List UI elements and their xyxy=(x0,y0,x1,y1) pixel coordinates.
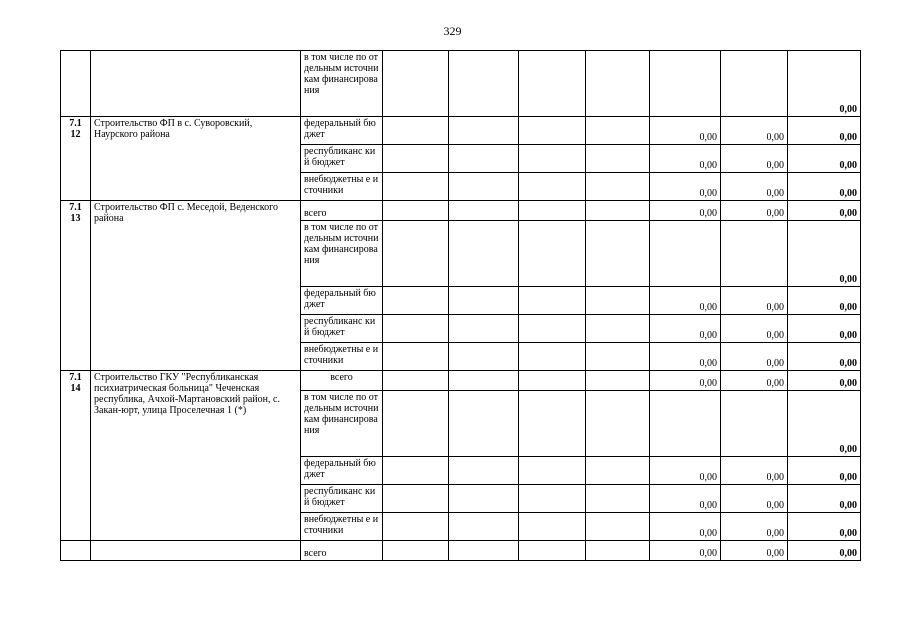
source-label: всего xyxy=(301,201,383,221)
table-row xyxy=(61,541,861,561)
value-cell: 0,00 xyxy=(721,201,788,221)
source-label: в том числе по отдельным источникам финансирова ния xyxy=(301,391,383,457)
value-cell: 0,00 xyxy=(788,391,861,457)
value-cell: 0,00 xyxy=(788,485,861,513)
value-cell: 0,00 xyxy=(650,117,721,145)
value-cell: 0,00 xyxy=(650,201,721,221)
value-cell: 0,00 xyxy=(788,315,861,343)
table-row xyxy=(61,201,861,221)
source-label: федеральный бюджет xyxy=(301,457,383,485)
value-cell: 0,00 xyxy=(788,457,861,485)
code-cell xyxy=(61,541,91,561)
name-cell xyxy=(91,541,301,561)
value-cell: 0,00 xyxy=(650,145,721,173)
source-label: всего xyxy=(301,371,383,391)
value-cell: 0,00 xyxy=(721,343,788,371)
value-cell: 0,00 xyxy=(721,457,788,485)
table-row xyxy=(61,51,861,117)
source-label: республиканс кий бюджет xyxy=(301,315,383,343)
value-cell: 0,00 xyxy=(788,371,861,391)
value-cell: 0,00 xyxy=(650,485,721,513)
page-number: 329 xyxy=(443,24,462,38)
value-cell: 0,00 xyxy=(788,343,861,371)
row-code: 7.1 12 xyxy=(61,117,91,201)
value-cell: 0,00 xyxy=(721,145,788,173)
source-label: республиканс кий бюджет xyxy=(301,485,383,513)
row-code: 7.1 13 xyxy=(61,201,91,371)
value-cell: 0,00 xyxy=(721,287,788,315)
value-cell: 0,00 xyxy=(788,221,861,287)
value-cell: 0,00 xyxy=(788,287,861,315)
row-code: 7.1 14 xyxy=(61,371,91,541)
value-cell: 0,00 xyxy=(721,117,788,145)
table-row xyxy=(61,371,861,391)
value-cell: 0,00 xyxy=(788,51,861,117)
source-label: федеральный бюджет xyxy=(301,117,383,145)
source-label: федеральный бюджет xyxy=(301,287,383,315)
source-label: в том числе по отдельным источникам финансирова ния xyxy=(301,221,383,287)
value-cell: 0,00 xyxy=(650,173,721,201)
value-cell: 0,00 xyxy=(721,541,788,561)
value-cell: 0,00 xyxy=(788,173,861,201)
value-cell: 0,00 xyxy=(721,513,788,541)
name-cell xyxy=(91,51,301,117)
value-cell: 0,00 xyxy=(650,343,721,371)
source-label: всего xyxy=(301,541,383,561)
budget-table xyxy=(60,50,861,561)
value-cell: 0,00 xyxy=(650,315,721,343)
value-cell: 0,00 xyxy=(788,541,861,561)
source-label: внебюджетны е источники xyxy=(301,173,383,201)
value-cell: 0,00 xyxy=(788,117,861,145)
value-cell: 0,00 xyxy=(650,457,721,485)
value-cell: 0,00 xyxy=(788,145,861,173)
source-label: республиканс кий бюджет xyxy=(301,145,383,173)
value-cell: 0,00 xyxy=(650,287,721,315)
value-cell: 0,00 xyxy=(650,541,721,561)
row-name: Строительство ГКУ "Республиканская психиатрическая больница" Чеченская республика, Ачхой-Мартановский район, с. Закан-юрт, улица Проселечная 1 (*) xyxy=(91,371,301,541)
value-cell: 0,00 xyxy=(788,513,861,541)
row-name: Строительство ФП с. Меседой, Веденского района xyxy=(91,201,301,371)
value-cell: 0,00 xyxy=(721,173,788,201)
row-name: Строительство ФП в с. Суворовский, Наурского района xyxy=(91,117,301,201)
value-cell: 0,00 xyxy=(650,513,721,541)
value-cell: 0,00 xyxy=(721,371,788,391)
value-cell: 0,00 xyxy=(788,201,861,221)
value-cell: 0,00 xyxy=(721,315,788,343)
code-cell xyxy=(61,51,91,117)
source-label: внебюджетны е источники xyxy=(301,343,383,371)
value-cell: 0,00 xyxy=(650,371,721,391)
table-row xyxy=(61,117,861,145)
source-label: в том числе по отдельным источникам финансирова ния xyxy=(301,51,383,117)
value-cell: 0,00 xyxy=(721,485,788,513)
source-label: внебюджетны е источники xyxy=(301,513,383,541)
